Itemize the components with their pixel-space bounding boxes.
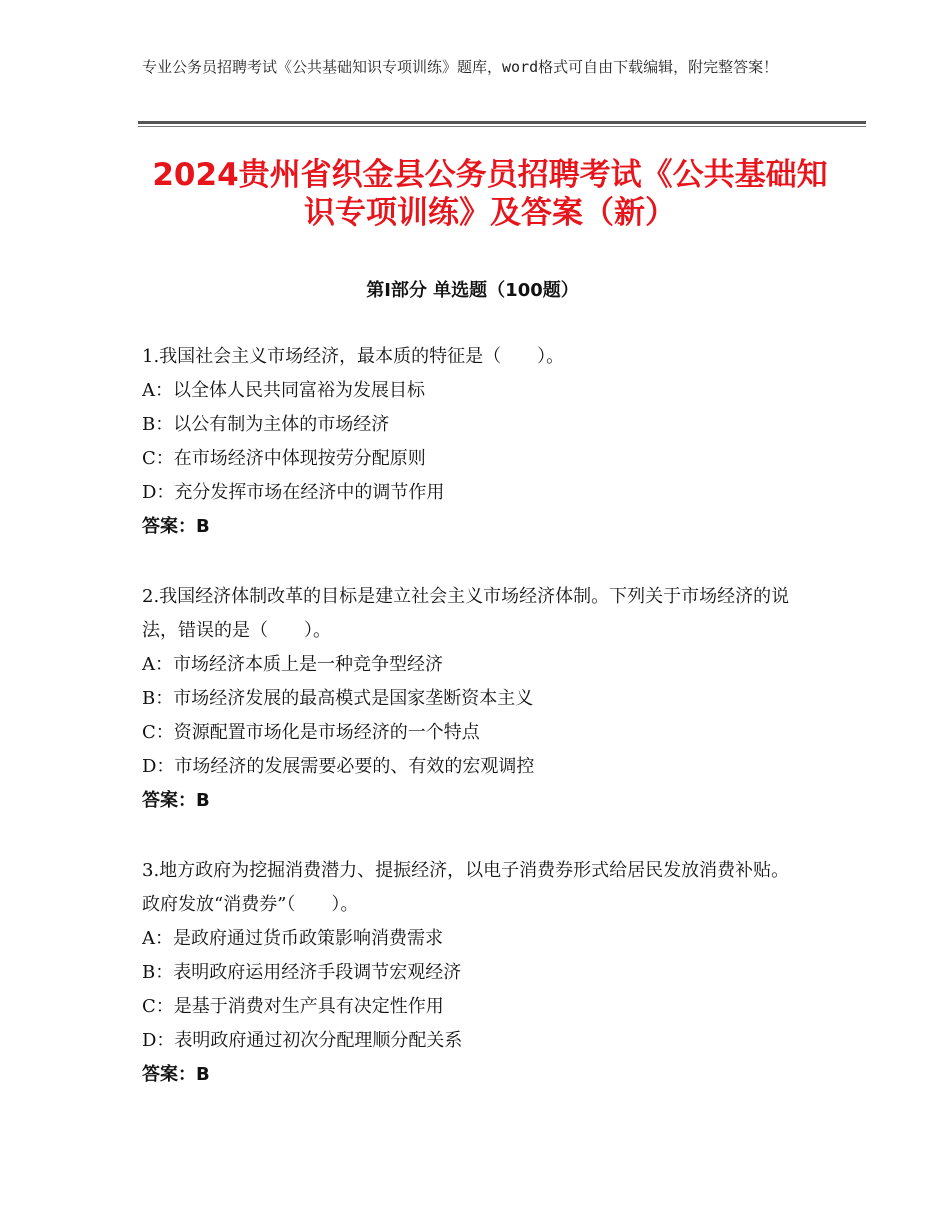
option-d: D：充分发挥市场在经济中的调节作用 bbox=[142, 482, 445, 503]
section-title: 第Ⅰ部分 单选题（100题） bbox=[366, 280, 579, 301]
option-b: B：以公有制为主体的市场经济 bbox=[142, 414, 390, 435]
answer: 答案：B bbox=[142, 516, 210, 537]
question-2 bbox=[142, 580, 802, 818]
document-title: 2024贵州省织金县公务员招聘考试《公共基础知识专项训练》及答案（新） bbox=[152, 157, 828, 231]
question-1 bbox=[142, 340, 802, 544]
option-b: B：市场经济发展的最高模式是国家垄断资本主义 bbox=[142, 688, 534, 709]
question-3 bbox=[142, 854, 802, 1092]
option-c: C：是基于消费对生产具有决定性作用 bbox=[142, 996, 444, 1017]
header-note: 专业公务员招聘考试《公共基础知识专项训练》题库，word格式可自由下载编辑，附完整答案！ bbox=[142, 58, 779, 76]
question-stem: 3.地方政府为挖掘消费潜力、提振经济，以电子消费券形式给居民发放消费补贴。政府发放“消费券”（ ）。 bbox=[142, 860, 790, 915]
option-c: C：资源配置市场化是市场经济的一个特点 bbox=[142, 722, 480, 743]
question-stem: 2.我国经济体制改革的目标是建立社会主义市场经济体制。下列关于市场经济的说法，错误的是（ ）。 bbox=[142, 586, 790, 641]
header-divider-thin bbox=[138, 126, 866, 127]
option-a: A：是政府通过货币政策影响消费需求 bbox=[142, 928, 443, 949]
option-c: C：在市场经济中体现按劳分配原则 bbox=[142, 448, 426, 469]
option-a: A：市场经济本质上是一种竞争型经济 bbox=[142, 654, 443, 675]
answer: 答案：B bbox=[142, 1064, 210, 1085]
option-a: A：以全体人民共同富裕为发展目标 bbox=[142, 380, 425, 401]
option-b: B：表明政府运用经济手段调节宏观经济 bbox=[142, 962, 462, 983]
answer: 答案：B bbox=[142, 790, 210, 811]
header-divider-thick bbox=[138, 121, 866, 124]
option-d: D：市场经济的发展需要必要的、有效的宏观调控 bbox=[142, 756, 535, 777]
question-stem: 1.我国社会主义市场经济，最本质的特征是（ ）。 bbox=[142, 346, 565, 367]
option-d: D：表明政府通过初次分配理顺分配关系 bbox=[142, 1030, 463, 1051]
